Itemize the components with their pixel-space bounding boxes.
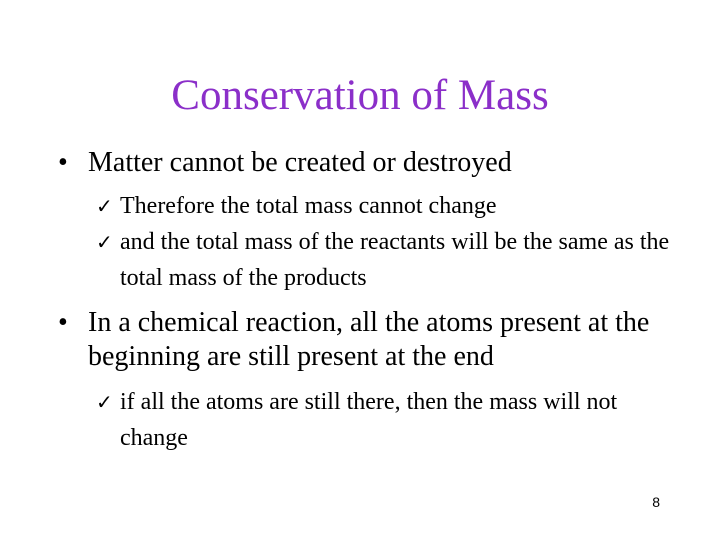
subpoint-text: and the total mass of the reactants will be the same as the total mass of the products	[120, 229, 670, 291]
checkmark-icon: ✓	[96, 390, 113, 414]
bullet-text: Matter cannot be created or destroyed	[88, 147, 512, 178]
bullet-text: In a chemical reaction, all the atoms present at the beginning are still present at the end	[88, 307, 650, 372]
bullet-dot-icon: •	[58, 307, 68, 338]
subpoint-item	[96, 224, 676, 296]
page-number: 8	[652, 494, 660, 510]
bullet-item	[58, 146, 678, 180]
checkmark-icon: ✓	[96, 194, 113, 218]
bullet-dot-icon: •	[58, 147, 68, 178]
bullet-item	[58, 306, 678, 374]
subpoint-text: if all the atoms are still there, then the mass will not change	[120, 389, 618, 451]
subpoint-item	[96, 188, 676, 224]
slide-title: Conservation of Mass	[171, 72, 549, 119]
subpoint-item	[96, 384, 676, 456]
subpoint-text: Therefore the total mass cannot change	[120, 193, 497, 219]
checkmark-icon: ✓	[96, 230, 113, 254]
